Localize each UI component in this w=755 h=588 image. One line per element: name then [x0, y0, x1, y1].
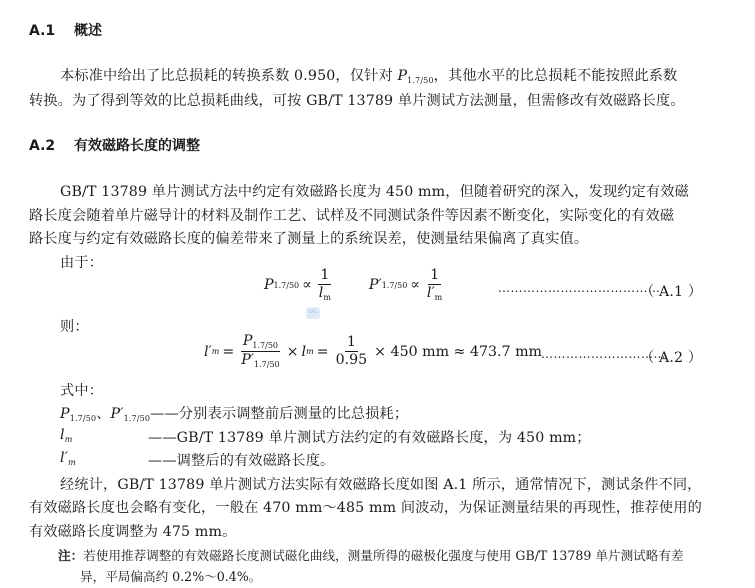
paragraph-line: 有效磁路长度也会略有变化，一般在 470 mm～485 mm 间波动，为保证测量结果的再现性，推荐使用的: [29, 500, 702, 516]
symbol-p-prime: P′: [110, 406, 124, 422]
symbol-l: l: [60, 427, 65, 443]
note-line: [58, 545, 684, 564]
fraction: [425, 268, 444, 302]
where-label: 式中：: [60, 383, 104, 399]
symbol-p: P: [264, 277, 274, 294]
paragraph-line: [60, 65, 677, 85]
subscript: m: [211, 347, 220, 357]
denominator: 0.95: [335, 352, 368, 369]
note-label: 注：: [58, 548, 84, 563]
paragraph-line: 有效磁路长度调整为 475 mm。: [29, 524, 237, 540]
symbol-l-prime: l′: [60, 450, 69, 466]
definition-text: ——GB/T 13789 单片测试方法约定的有效磁路长度，为 450 mm；: [148, 430, 591, 446]
subscript: 1.7/50: [407, 76, 434, 85]
symbol-p: P: [60, 406, 70, 422]
definition-lm: [60, 427, 72, 444]
definition-lm-prime: [60, 450, 76, 467]
numerator: 1: [320, 267, 330, 283]
paragraph-line: 转换。为了得到等效的比总损耗曲线，可按 GB/T 13789 单片测试方法测量，但需修改有效磁路长度。: [29, 93, 685, 109]
section-title: 概述: [74, 23, 103, 39]
section-number: A.2: [29, 138, 56, 154]
symbol-p: P: [242, 333, 253, 349]
separator: 、: [96, 406, 111, 422]
section-heading-a2: [29, 135, 200, 155]
then-label: 则：: [60, 319, 89, 335]
numerator: [241, 334, 280, 352]
fraction: [334, 335, 370, 368]
watermark-logo: SAC: [306, 307, 320, 319]
fraction: [239, 334, 281, 370]
symbol-p: P: [397, 68, 408, 84]
subscript: 1.7/50: [273, 280, 300, 290]
equation-a2: [204, 334, 542, 370]
section-title: 有效磁路长度的调整: [74, 138, 201, 154]
numerator: 1: [346, 334, 356, 351]
paragraph-line: 经统计，GB/T 13789 单片测试方法实际有效磁路长度如图 A.1 所示，通常情况下，测试条件不同，: [60, 477, 702, 493]
note-text: 若使用推荐调整的有效磁路长度测试磁化曲线，测量所得的磁极化强度与使用 GB/T 13789 单片测试略有差: [83, 548, 684, 563]
equation-label: （ A.2 ）: [640, 350, 703, 366]
leader-dots: …………………………: [541, 347, 666, 361]
symbol-p-prime: P′: [241, 352, 255, 369]
text: 本标准中给出了比总损耗的转换系数 0.950，仅针对: [60, 68, 398, 84]
section-number: A.1: [29, 23, 56, 39]
denominator: [317, 285, 333, 302]
subscript: m: [434, 292, 443, 302]
note-line: 异，平局偏高约 0.2%～0.4%。: [80, 569, 262, 584]
symbol-p-prime: P′: [368, 277, 382, 294]
section-heading-a1: [29, 20, 102, 40]
leader-dots: …………………………………: [498, 281, 661, 295]
fraction: [317, 268, 333, 302]
paragraph-line: 路长度会随着单片磁导计的材料及制作工艺、试样及不同测试条件等因素不断变化，实际变化的有效磁: [29, 208, 675, 224]
subscript: m: [64, 435, 73, 444]
subscript: m: [306, 347, 314, 357]
equals-sign: =: [316, 343, 329, 360]
times-sign: ×: [286, 343, 299, 360]
subscript: 1.7/50: [123, 414, 151, 423]
symbol-l: l: [318, 284, 324, 301]
equation-result: × 450 mm ≈ 473.7 mm: [374, 343, 542, 360]
symbol-l: l: [301, 343, 307, 360]
symbol-l-prime: l′: [204, 343, 212, 360]
paragraph-line: 路长度与约定有效磁路长度的偏差带来了测量上的系统误差，使测量结果偏离了真实值。: [29, 231, 589, 247]
subscript: 1.7/50: [252, 341, 279, 350]
subscript: 1.7/50: [69, 414, 97, 423]
equals-sign: =: [222, 343, 235, 360]
definition-text: ——分别表示调整前后测量的比总损耗；: [150, 406, 409, 422]
equation-a1: [264, 268, 446, 302]
equation-label: （ A.1 ）: [640, 284, 703, 300]
denominator: [239, 352, 281, 369]
subscript: 1.7/50: [254, 360, 280, 370]
denominator: [425, 285, 444, 302]
symbol-l-prime: l′: [426, 284, 435, 301]
definition-text: ——调整后的有效磁路长度。: [148, 453, 335, 469]
subscript: 1.7/50: [381, 280, 408, 290]
paragraph-line: GB/T 13789 单片测试方法中约定有效磁路长度为 450 mm，但随着研究的深入，发现约定有效磁: [60, 184, 689, 200]
text: ，其他水平的比总损耗不能按照此系数: [433, 68, 678, 84]
proportional-sign: ∝: [410, 277, 420, 294]
numerator: 1: [430, 267, 440, 283]
subscript: m: [323, 292, 331, 302]
definition-p: [60, 403, 408, 423]
because-label: 由于：: [60, 255, 104, 271]
proportional-sign: ∝: [302, 277, 312, 294]
subscript: m: [68, 458, 76, 467]
